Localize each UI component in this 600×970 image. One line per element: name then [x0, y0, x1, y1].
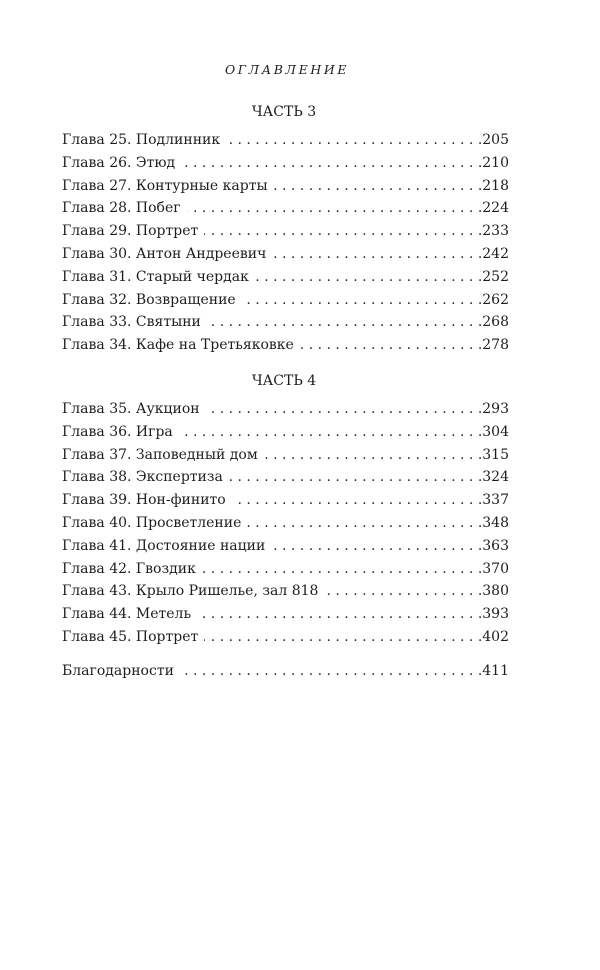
toc-entry — [62, 466, 509, 489]
entry-title: Глава 41. Достояние нации — [62, 537, 266, 554]
toc-entry — [62, 489, 509, 512]
dot-leader — [204, 626, 482, 649]
part-3-entries — [62, 129, 509, 357]
dot-leader — [300, 334, 482, 357]
entry-title: Глава 35. Аукцион — [62, 401, 200, 417]
entry-page-number: 293 — [482, 401, 509, 417]
toc-entry — [62, 129, 509, 152]
toc-entry — [62, 243, 509, 266]
entry-page-number: 242 — [482, 245, 509, 262]
entry-page-number: 233 — [482, 223, 509, 240]
entry-page-number: 252 — [482, 268, 509, 285]
entry-title: Глава 31. Старый чердак — [62, 268, 249, 285]
entry-page-number: 205 — [482, 132, 509, 148]
entry-title: Глава 29. Портрет — [62, 223, 199, 240]
entry-page-number: 210 — [482, 154, 509, 171]
entry-title: Глава 43. Крыло Ришелье, зал 818 — [62, 583, 319, 600]
toc-entry — [62, 220, 509, 243]
toc-entry — [62, 603, 509, 626]
toc-entry — [62, 444, 509, 467]
entry-title: Глава 27. Контурные карты — [62, 177, 268, 194]
entry-page-number: 268 — [482, 314, 509, 331]
toc-entry — [62, 398, 509, 421]
toc-entry — [62, 626, 509, 649]
dot-leader — [247, 512, 482, 535]
entry-title: Глава 32. Возвращение — [62, 291, 236, 308]
part-4-entries — [62, 398, 509, 649]
dot-leader — [207, 311, 482, 334]
entry-page-number: 224 — [482, 200, 509, 217]
entry-title: Глава 42. Гвоздик — [62, 560, 196, 577]
dot-leader — [324, 580, 482, 603]
toc-entry — [62, 512, 509, 535]
entry-page-number: 304 — [482, 423, 509, 440]
part-title: ЧАСТЬ 3 — [251, 104, 317, 120]
entry-title: Глава 37. Заповедный дом — [62, 446, 258, 463]
entry-page-number: 324 — [482, 469, 509, 486]
part-title: ЧАСТЬ 4 — [251, 373, 317, 389]
toc-entry — [62, 535, 509, 558]
dot-leader — [264, 444, 483, 467]
dot-leader — [272, 243, 482, 266]
entry-page-number: 278 — [482, 337, 509, 354]
dot-leader — [255, 266, 482, 289]
dot-leader — [242, 289, 483, 312]
entry-page-number: 363 — [482, 537, 509, 554]
toc-entry — [62, 558, 509, 581]
entry-title: Глава 26. Этюд — [62, 154, 176, 171]
entry-page-number: 402 — [482, 628, 509, 645]
toc-entry — [62, 152, 509, 175]
extra-entries — [62, 660, 509, 683]
toc-entry — [62, 197, 509, 220]
dot-leader — [271, 535, 482, 558]
entry-page-number: 380 — [482, 583, 509, 600]
entry-title: Глава 30. Антон Андреевич — [62, 245, 267, 262]
entry-title: Глава 45. Портрет — [62, 628, 199, 645]
entry-page-number: 315 — [482, 446, 509, 463]
toc-entry — [62, 311, 509, 334]
dot-leader — [204, 220, 482, 243]
entry-title: Глава 25. Подлинник — [62, 132, 221, 148]
toc-entry — [62, 266, 509, 289]
toc-entry — [62, 660, 509, 683]
entry-title: Глава 44. Метель — [62, 606, 192, 623]
dot-leader — [202, 558, 482, 581]
dot-leader — [187, 197, 483, 220]
toc-entry — [62, 421, 509, 444]
entry-title: Глава 40. Просветление — [62, 514, 242, 531]
entry-title: Благодарности — [62, 663, 174, 679]
entry-title: Глава 36. Игра — [62, 423, 173, 440]
dot-leader — [180, 660, 482, 683]
dot-leader — [229, 466, 482, 489]
toc-entry — [62, 175, 509, 198]
entry-page-number: 411 — [482, 663, 509, 679]
toc-heading: ОГЛАВЛЕНИЕ — [224, 62, 350, 77]
entry-title: Глава 39. Нон-финито — [62, 492, 226, 509]
entry-title: Глава 38. Экспертиза — [62, 469, 223, 486]
dot-leader — [274, 175, 483, 198]
entry-page-number: 262 — [482, 291, 509, 308]
dot-leader — [179, 421, 483, 444]
dot-leader — [226, 129, 482, 152]
dot-leader — [181, 152, 482, 175]
toc-entry — [62, 580, 509, 603]
entry-page-number: 348 — [482, 514, 509, 531]
toc-entry — [62, 289, 509, 312]
entry-page-number: 218 — [482, 177, 509, 194]
dot-leader — [232, 489, 483, 512]
entry-title: Глава 34. Кафе на Третьяковке — [62, 337, 294, 354]
dot-leader — [206, 398, 483, 421]
entry-page-number: 370 — [482, 560, 509, 577]
entry-title: Глава 33. Святыни — [62, 314, 201, 331]
entry-page-number: 393 — [482, 606, 509, 623]
entry-page-number: 337 — [482, 492, 509, 509]
entry-title: Глава 28. Побег — [62, 200, 181, 217]
dot-leader — [197, 603, 482, 626]
toc-entry — [62, 334, 509, 357]
